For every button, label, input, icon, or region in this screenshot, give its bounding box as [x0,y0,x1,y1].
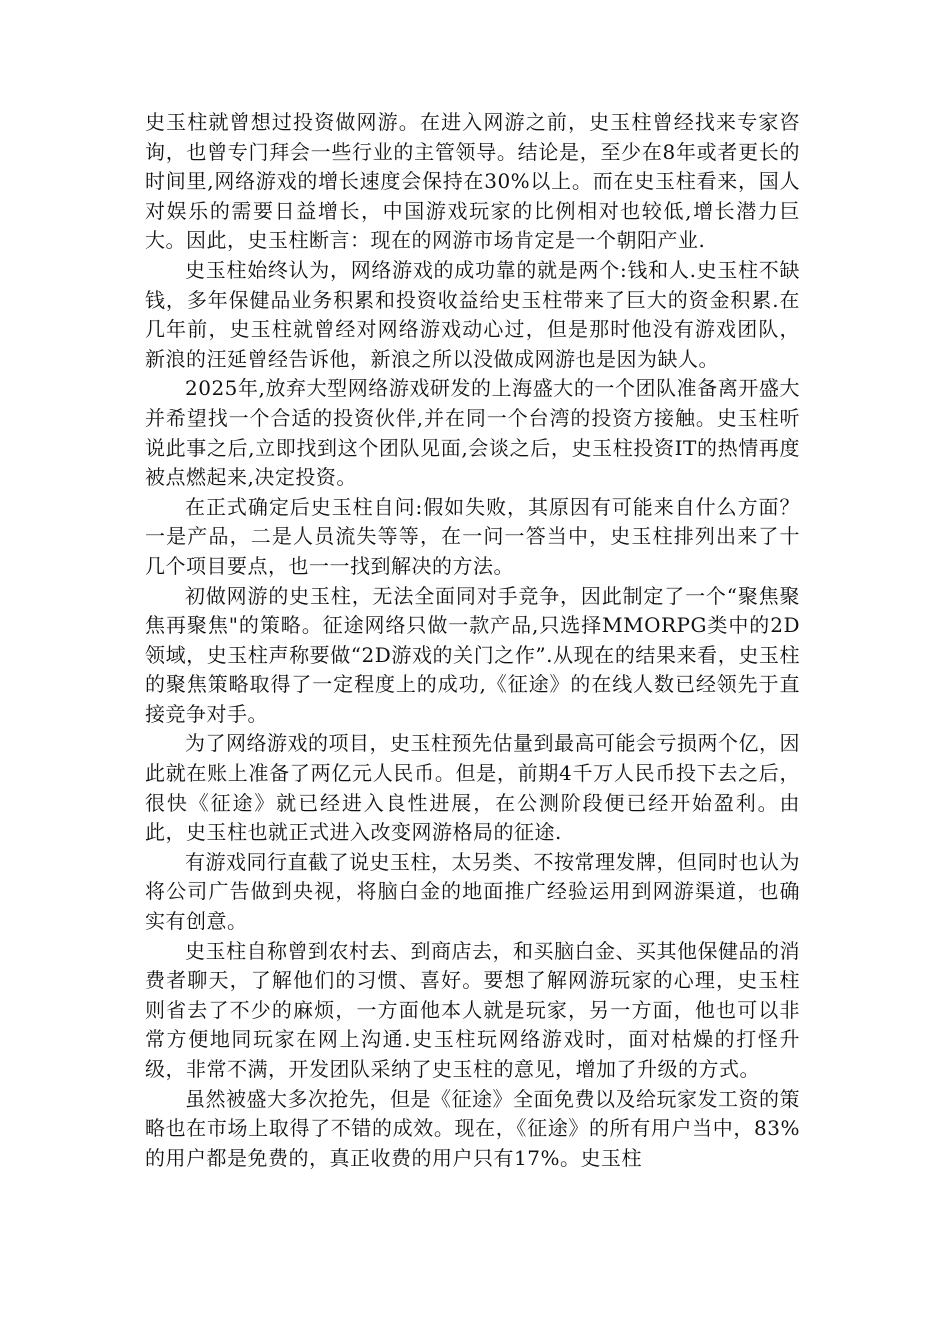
paragraph-4: 在正式确定后史玉柱自问:假如失败，其原因有可能来自什么方面？一是产品，二是人员流失等等，在一问一答当中，史玉柱排列出来了十几个项目要点，也一一找到解决的方法。 [145,494,800,578]
paragraph-6: 为了网络游戏的项目，史玉柱预先估量到最高可能会亏损两个亿，因此就在账上准备了两亿元人民币。但是，前期4千万人民币投下去之后，很快《征途》就已经进入良性进展，在公测阶段便已经开始盈利。由此，史玉柱也就正式进入改变网游格局的征途. [145,731,800,845]
paragraph-7: 有游戏同行直截了说史玉柱，太另类、不按常理发牌，但同时也认为将公司广告做到央视，将脑白金的地面推广经验运用到网游渠道，也确实有创意。 [145,849,800,934]
paragraph-3: 2025年,放弃大型网络游戏研发的上海盛大的一个团队准备离开盛大并希望找一个合适的投资伙伴,并在同一个台湾的投资方接触。史玉柱听说此事之后,立即找到这个团队见面,会谈之后，史玉柱投资IT的热情再度被点燃起来,决定投资。 [145,376,800,490]
document-body [145,108,800,1173]
paragraph-8: 史玉柱自称曾到农村去、到商店去，和买脑白金、买其他保健品的消费者聊天，了解他们的习惯、喜好。要想了解网游玩家的心理，史玉柱则省去了不少的麻烦，一方面他本人就是玩家，另一方面，他也可以非常方便地同玩家在网上沟通.史玉柱玩网络游戏时，面对枯燥的打怪升级，非常不满，开发团队采纳了史玉柱的意见，增加了升级的方式。 [145,938,800,1081]
paragraph-2: 史玉柱始终认为，网络游戏的成功靠的就是两个:钱和人.史玉柱不缺钱，多年保健品业务积累和投资收益给史玉柱带来了巨大的资金积累.在几年前，史玉柱就曾经对网络游戏动心过，但是那时他没有游戏团队，新浪的汪延曾经告诉他，新浪之所以没做成网游也是因为缺人。 [145,257,800,371]
paragraph-9: 虽然被盛大多次抢先，但是《征途》全面免费以及给玩家发工资的策略也在市场上取得了不错的成效。现在，《征途》的所有用户当中，83%的用户都是免费的，真正收费的用户只有17%。史玉柱 [145,1086,800,1170]
paragraph-5: 初做网游的史玉柱，无法全面同对手竞争，因此制定了一个“聚焦聚焦再聚焦"的策略。征途网络只做一款产品,只选择MMORPG类中的2D领域，史玉柱声称要做“2D游戏的关门之作”.从现在的结果来看，史玉柱的聚焦策略取得了一定程度上的成功,《征途》的在线人数已经领先于直接竞争对手。 [145,583,800,726]
paragraph-1: 史玉柱就曾想过投资做网游。在进入网游之前，史玉柱曾经找来专家咨询，也曾专门拜会一些行业的主管领导。结论是，至少在8年或者更长的时间里,网络游戏的增长速度会保持在30%以上。而在史玉柱看来，国人对娱乐的需要日益增长，中国游戏玩家的比例相对也较低,增长潜力巨大。因此，史玉柱断言：现在的网游市场肯定是一个朝阳产业. [145,110,800,253]
